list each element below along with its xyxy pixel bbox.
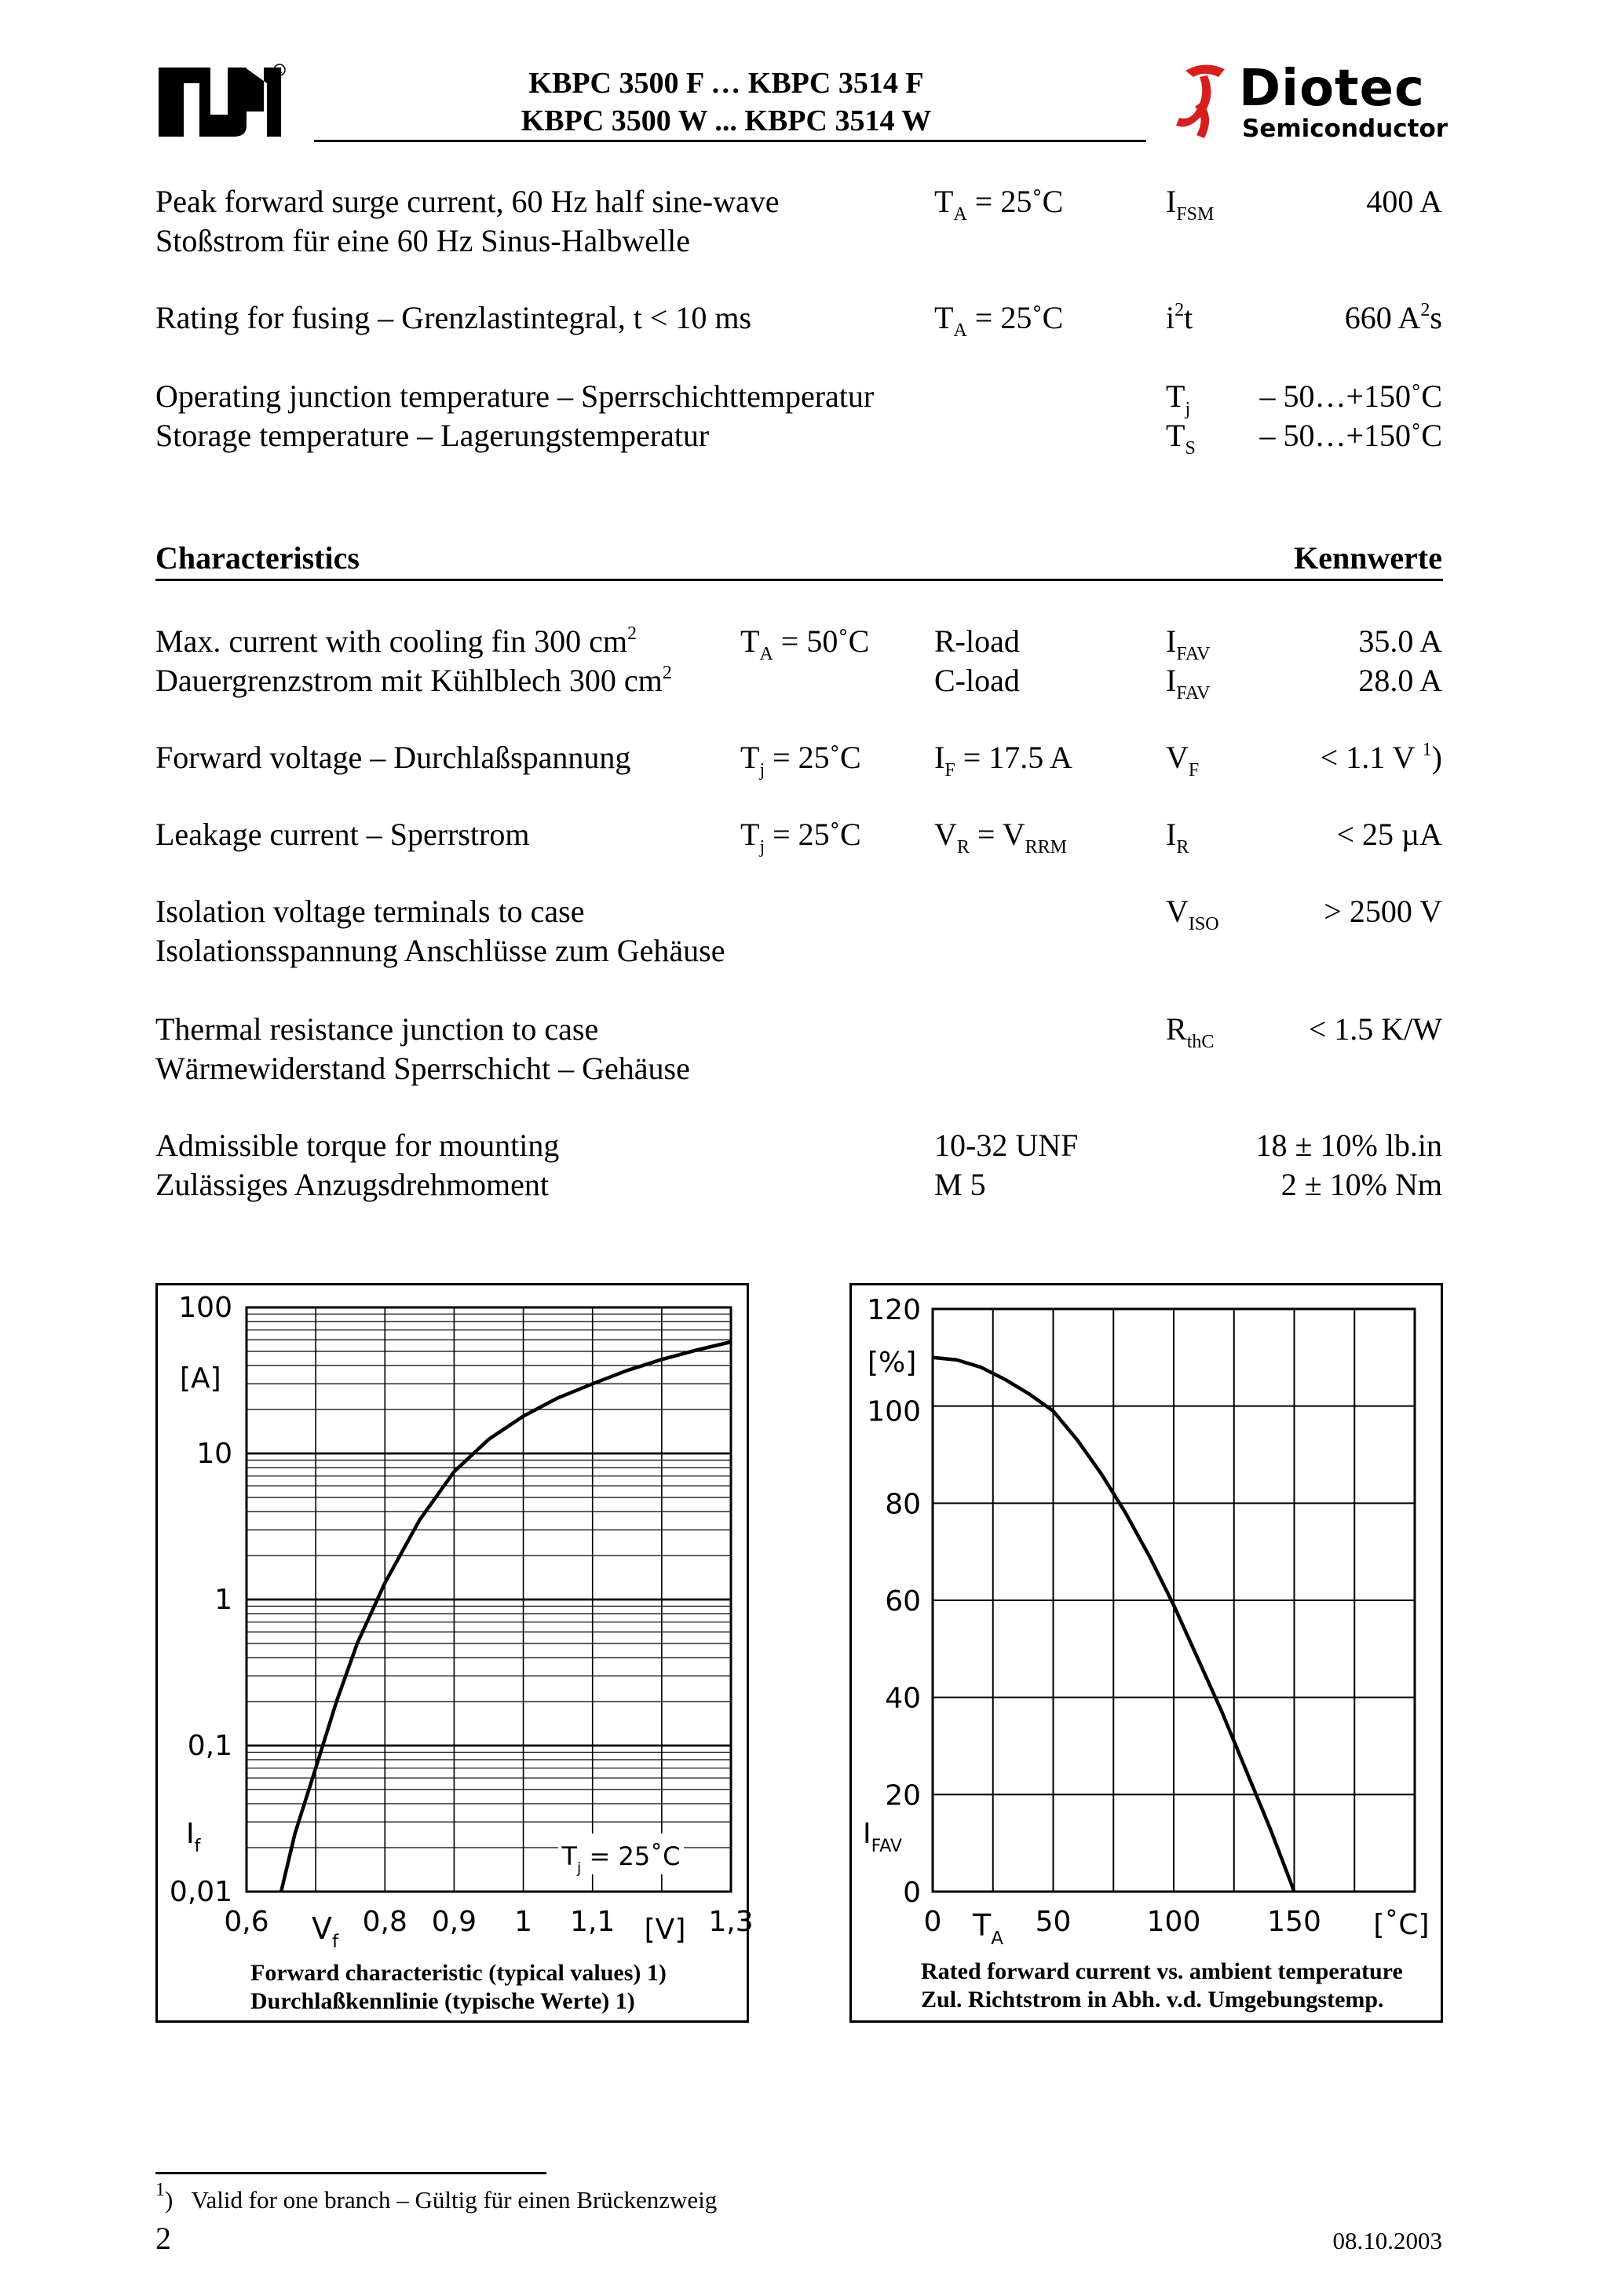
ul-logo bbox=[155, 63, 289, 141]
data-point bbox=[1004, 1379, 1006, 1380]
isolation-label-de: Isolationsspannung Anschlüsse zum Gehäuse bbox=[155, 933, 725, 968]
data-point bbox=[557, 1397, 559, 1398]
isolation-label-en: Isolation voltage terminals to case bbox=[155, 894, 585, 929]
data-point bbox=[696, 1349, 697, 1351]
brand-subtitle: Semiconductor bbox=[1242, 115, 1448, 143]
fusing-condition: $T_A$ = 25˚C bbox=[934, 300, 1064, 341]
x-tick-label: 0,8 bbox=[362, 1906, 407, 1938]
chart2-caption-de: Zul. Richtstrom in Abh. v.d. Umgebungstemp. bbox=[921, 1987, 1384, 2013]
isolation-symbol: $V_{ISO}$ bbox=[1166, 894, 1219, 934]
data-point bbox=[1269, 1828, 1271, 1830]
y-tick-label: 40 bbox=[885, 1682, 921, 1715]
rated-current-plot bbox=[852, 1285, 1441, 2020]
data-point bbox=[523, 1416, 524, 1417]
max-current-load-c: C-load bbox=[934, 663, 1020, 698]
data-point bbox=[661, 1358, 663, 1360]
y-tick-label: 20 bbox=[885, 1779, 921, 1812]
data-point bbox=[592, 1383, 594, 1384]
leakage-condition: $T_j$ = 25˚C bbox=[740, 817, 861, 857]
x-tick-label: 1 bbox=[514, 1906, 533, 1938]
data-point bbox=[1197, 1658, 1199, 1659]
x-axis-unit: [V] bbox=[644, 1914, 686, 1946]
data-point bbox=[336, 1701, 338, 1702]
max-current-label-de: Dauergrenzstrom mit Kühlblech 300 $cm^2$ bbox=[155, 663, 672, 698]
surge-symbol: $I_{FSM}$ bbox=[1166, 184, 1215, 225]
surge-label-de: Stoßstrom für eine 60 Hz Sinus-Halbwelle bbox=[155, 223, 690, 258]
diotec-logo bbox=[1170, 60, 1452, 148]
data-point bbox=[1053, 1410, 1054, 1412]
forward-voltage-label: Forward voltage – Durchlaßspannung bbox=[155, 740, 631, 775]
data-point bbox=[418, 1519, 420, 1521]
data-point bbox=[356, 1643, 358, 1644]
x-axis-unit: [˚C] bbox=[1373, 1909, 1430, 1941]
surge-label-en: Peak forward surge current, 60 Hz half sine-wave bbox=[155, 184, 780, 219]
forward-voltage-symbol: $V_F$ bbox=[1166, 740, 1200, 781]
max-current-symbol-1: $I_{FAV}$ bbox=[1166, 623, 1211, 664]
data-point bbox=[1076, 1439, 1078, 1441]
leakage-value: < 25 µA bbox=[1336, 817, 1442, 852]
y-axis-label: $I_f$ bbox=[186, 1818, 201, 1856]
data-point bbox=[384, 1582, 385, 1584]
surge-value: 400 A bbox=[1366, 184, 1442, 219]
fusing-value: 660 $A^2s$ bbox=[1344, 300, 1442, 335]
forward-characteristic-plot bbox=[158, 1285, 754, 2020]
brand-name: Diotec bbox=[1239, 60, 1425, 118]
rated-current-chart bbox=[849, 1283, 1443, 2023]
x-tick-label: 0 bbox=[923, 1906, 942, 1938]
data-point bbox=[1125, 1512, 1127, 1514]
x-axis-label: $T_A$ bbox=[973, 1908, 1003, 1949]
y-tick-label: 0,01 bbox=[169, 1876, 232, 1908]
torque-value-nm: 2 ± 10% Nm bbox=[1280, 1167, 1442, 1202]
thermal-value: < 1.5 K/W bbox=[1308, 1011, 1442, 1047]
characteristics-rule bbox=[155, 579, 1443, 581]
data-point bbox=[1149, 1556, 1150, 1557]
forward-curve bbox=[281, 1342, 731, 1892]
max-current-value-2: 28.0 A bbox=[1358, 663, 1442, 698]
data-point bbox=[956, 1359, 958, 1361]
max-current-condition: $T_A$ = 50˚C bbox=[740, 623, 870, 664]
document-title bbox=[314, 64, 1138, 140]
fusing-symbol: $i^2t$ bbox=[1166, 300, 1193, 335]
torque-label-de: Zulässiges Anzugsdrehmoment bbox=[155, 1167, 550, 1202]
leakage-label: Leakage current – Sperrstrom bbox=[155, 817, 530, 852]
data-point bbox=[280, 1891, 282, 1892]
y-tick-label: 80 bbox=[885, 1488, 921, 1521]
title-line-2: KBPC 3500 W ... KBPC 3514 W bbox=[521, 104, 932, 137]
forward-voltage-value: < 1.1 V $^1$) bbox=[1320, 740, 1442, 775]
fusing-label: Rating for fusing – Grenzlastintegral, t < 10 ms bbox=[155, 300, 752, 335]
data-point bbox=[1294, 1891, 1295, 1892]
data-point bbox=[453, 1471, 455, 1472]
y-tick-label: 0 bbox=[903, 1877, 921, 1909]
footer-date: 08.10.2003 bbox=[1332, 2227, 1442, 2254]
max-current-label-en: Max. current with cooling fin 300 $cm^2$ bbox=[155, 623, 637, 659]
y-tick-label: 0,1 bbox=[187, 1730, 232, 1762]
isolation-value: > 2500 V bbox=[1324, 894, 1442, 929]
data-point bbox=[1173, 1604, 1174, 1606]
y-tick-label: 10 bbox=[196, 1438, 232, 1470]
data-point bbox=[488, 1439, 490, 1440]
footnote: $^1$) Valid for one branch – Gültig für einen Brückenzweig bbox=[155, 2180, 718, 2214]
thermal-label-de: Wärmewiderstand Sperrschicht – Gehäuse bbox=[155, 1051, 690, 1086]
x-tick-label: 1,1 bbox=[570, 1906, 616, 1938]
chart1-caption-en: Forward characteristic (typical values) 1) bbox=[250, 1960, 667, 1986]
data-point bbox=[1245, 1769, 1247, 1771]
forward-characteristic-chart bbox=[155, 1283, 754, 2023]
characteristics-heading: Characteristics bbox=[155, 540, 360, 576]
y-tick-label: 100 bbox=[178, 1292, 232, 1324]
chart2-caption-en: Rated forward current vs. ambient temperature bbox=[921, 1958, 1403, 1984]
x-tick-label: 50 bbox=[1035, 1906, 1072, 1938]
thermal-symbol: $R_{thC}$ bbox=[1166, 1011, 1215, 1052]
x-tick-label: 150 bbox=[1267, 1906, 1321, 1938]
x-tick-label: 100 bbox=[1146, 1906, 1201, 1938]
svg-text:R: R bbox=[276, 67, 283, 75]
storage-temp-value: – 50…+150˚C bbox=[1259, 418, 1442, 453]
max-current-load-r: R-load bbox=[934, 623, 1020, 659]
storage-temp-label: Storage temperature – Lagerungstemperatur bbox=[155, 418, 710, 453]
max-current-value-1: 35.0 A bbox=[1358, 623, 1442, 659]
data-point bbox=[980, 1366, 981, 1368]
y-tick-label: 1 bbox=[214, 1584, 232, 1616]
op-temp-value: – 50…+150˚C bbox=[1259, 378, 1442, 414]
y-axis-unit: [A] bbox=[180, 1362, 221, 1395]
torque-thread-unf: 10-32 UNF bbox=[934, 1128, 1079, 1163]
data-point bbox=[1028, 1393, 1030, 1395]
max-current-symbol-2: $I_{FAV}$ bbox=[1166, 663, 1211, 704]
torque-label-en: Admissible torque for mounting bbox=[155, 1128, 560, 1163]
forward-voltage-current: $I_F = 17.5$ A bbox=[934, 740, 1072, 781]
y-tick-label: 100 bbox=[867, 1395, 921, 1428]
thermal-label-en: Thermal resistance junction to case bbox=[155, 1011, 599, 1047]
data-point bbox=[315, 1768, 316, 1769]
footnote-rule bbox=[155, 2172, 546, 2174]
leakage-voltage: $V_R = V_{RRM}$ bbox=[934, 817, 1067, 857]
torque-thread-m5: M 5 bbox=[934, 1167, 986, 1202]
data-point bbox=[932, 1357, 933, 1358]
storage-temp-symbol: $T_S$ bbox=[1166, 418, 1196, 459]
y-axis-label: $I_{FAV}$ bbox=[863, 1818, 902, 1856]
leakage-symbol: $I_R$ bbox=[1166, 817, 1189, 857]
data-point bbox=[730, 1341, 732, 1343]
title-line-1: KBPC 3500 F … KBPC 3514 F bbox=[528, 67, 924, 100]
page-number: 2 bbox=[155, 2221, 171, 2256]
x-tick-label: 0,6 bbox=[224, 1906, 269, 1938]
op-temp-symbol: $T_j$ bbox=[1166, 378, 1191, 419]
forward-voltage-condition: $T_j$ = 25˚C bbox=[740, 740, 861, 781]
x-tick-label: 1,3 bbox=[708, 1906, 754, 1938]
temperature-annotation: $T_j$ = 25˚C bbox=[561, 1841, 681, 1877]
op-temp-label: Operating junction temperature – Sperrschichttemperatur bbox=[155, 378, 875, 414]
torque-value-lbin: 18 ± 10% lb.in bbox=[1255, 1128, 1442, 1163]
kennwerte-heading: Kennwerte bbox=[1294, 540, 1442, 576]
data-point bbox=[627, 1369, 628, 1371]
x-tick-label: 0,9 bbox=[431, 1906, 477, 1938]
y-axis-unit: [%] bbox=[868, 1347, 917, 1379]
x-axis-label: $V_f$ bbox=[312, 1911, 339, 1952]
chart1-caption-de: Durchlaßkennlinie (typische Werte) 1) bbox=[250, 1988, 635, 2014]
data-point bbox=[1221, 1711, 1222, 1713]
surge-condition: $T_A$ = 25˚C bbox=[934, 184, 1064, 225]
y-tick-label: 60 bbox=[885, 1585, 921, 1618]
data-point bbox=[1101, 1473, 1102, 1475]
data-point bbox=[294, 1833, 296, 1834]
header-rule bbox=[314, 140, 1146, 142]
y-tick-label: 120 bbox=[867, 1294, 921, 1326]
